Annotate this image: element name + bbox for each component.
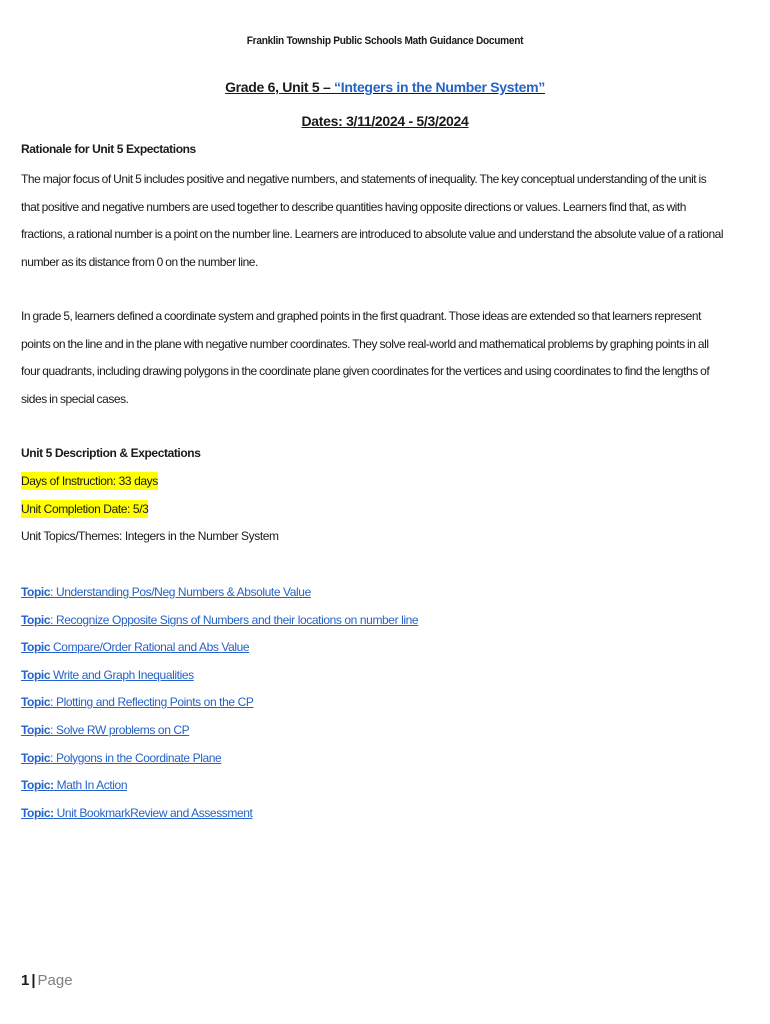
- days-of-instruction: Days of Instruction: 33 days: [21, 474, 158, 488]
- topic-link-plotting-points[interactable]: Topic: Plotting and Reflecting Points on the CP: [21, 695, 254, 710]
- topic-link-review-assessment[interactable]: Topic: Unit BookmarkReview and Assessment: [21, 805, 253, 820]
- topic-link-inequalities[interactable]: Topic Write and Graph Inequalities: [21, 667, 194, 682]
- page-label: Page: [37, 972, 73, 989]
- footer-separator: |: [31, 972, 36, 989]
- description-details: [21, 468, 726, 551]
- topic-link-polygons[interactable]: Topic: Polygons in the Coordinate Plane: [21, 750, 222, 765]
- topic-link-math-in-action[interactable]: Topic: Math In Action: [21, 778, 128, 793]
- unit-completion-date: Unit Completion Date: 5/3: [21, 501, 149, 516]
- page-number: 1: [21, 972, 30, 989]
- topic-links-list: [21, 579, 726, 827]
- topic-link-rw-problems[interactable]: Topic: Solve RW problems on CP: [21, 722, 190, 737]
- description-heading: Unit 5 Description & Expectations: [21, 446, 201, 460]
- rationale-heading: Rationale for Unit 5 Expectations: [21, 142, 196, 156]
- document-header: Franklin Township Public Schools Math Guidance Document: [246, 35, 524, 47]
- topic-link-opposite-signs[interactable]: Topic: Recognize Opposite Signs of Numbers and their locations on number line: [21, 612, 419, 627]
- page-footer: [21, 972, 73, 989]
- topic-link-abs-value[interactable]: Topic: Understanding Pos/Neg Numbers & Absolute Value: [21, 585, 311, 599]
- unit-topics-themes: Unit Topics/Themes: Integers in the Number System: [21, 529, 279, 544]
- rationale-section: [21, 142, 726, 156]
- unit-title-name: “Integers in the Number System”: [334, 79, 545, 95]
- topic-link-compare-order[interactable]: Topic Compare/Order Rational and Abs Value: [21, 640, 250, 655]
- unit-title: [0, 79, 770, 95]
- description-section: [21, 446, 726, 460]
- unit-dates: Dates: 3/11/2024 - 5/3/2024: [301, 113, 469, 129]
- unit-title-prefix: Grade 6, Unit 5 –: [225, 79, 335, 95]
- rationale-paragraph-1: The major focus of Unit 5 includes positive and negative numbers, and statements of inequality. The key conceptual understanding of the unit is that positive and negative numbers are used together to describe quantities having opposite directions or values. Learners find that, as with fractions, a rational number is a point on the number line. Learners are introduced to absolute value and understand the absolute value of a rational number as its distance from 0 on the number line.: [21, 172, 724, 269]
- rationale-paragraph-2: In grade 5, learners defined a coordinate system and graphed points in the first quadrant. Those ideas are extended so that learners represent points on the line and in the plane with negative number coordinates. They solve real-world and mathematical problems by graphing points in all four quadrants, including drawing polygons in the coordinate plane given coordinates for the vertices and using coordinates to find the lengths of sides in special cases.: [21, 309, 710, 406]
